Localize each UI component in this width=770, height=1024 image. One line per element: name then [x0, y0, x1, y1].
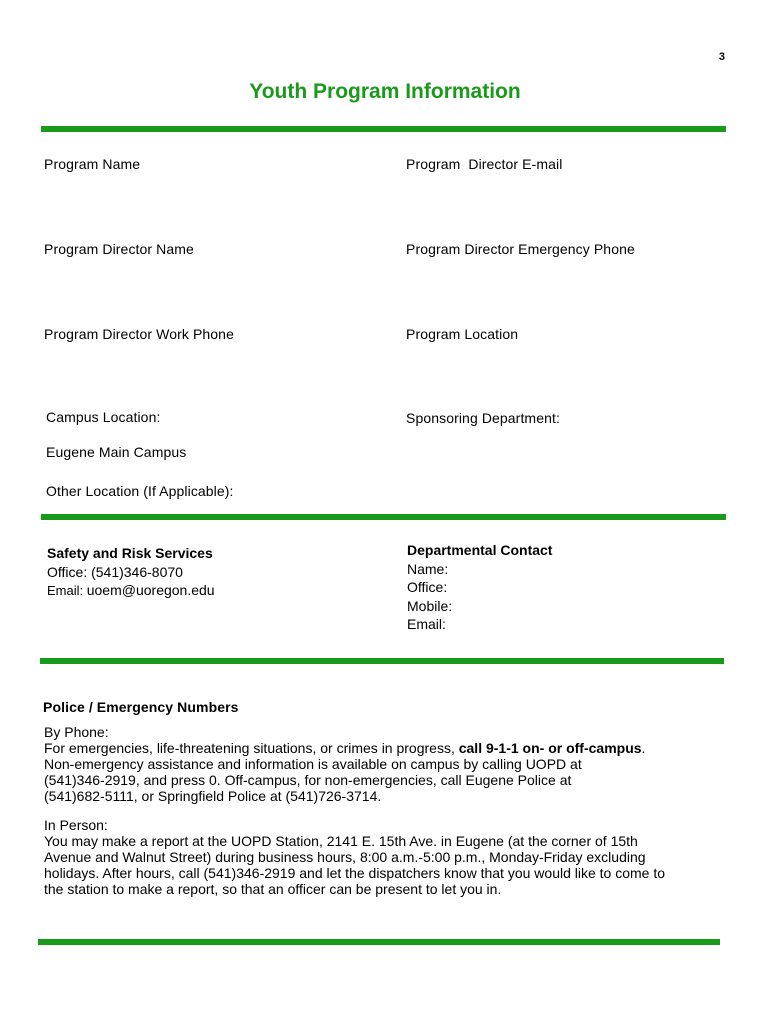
safety-email-label: Email:: [47, 583, 87, 598]
bottom-divider: [38, 939, 720, 945]
middle-divider: [41, 514, 726, 520]
departmental-contact-block: [407, 541, 552, 634]
safety-email-link[interactable]: uoem@uoregon.edu: [86, 582, 215, 598]
departmental-mobile: Mobile:: [407, 597, 453, 614]
safety-email-line: [47, 581, 215, 601]
campus-location-label: Campus Location:: [46, 409, 161, 425]
program-director-work-phone-label: Program Director Work Phone: [44, 326, 234, 342]
in-person-line-3: holidays. After hours, call (541)346-2919 and let the dispatchers know that you would like to come to: [44, 865, 666, 881]
police-heading: Police / Emergency Numbers: [43, 699, 239, 715]
in-person-line-2: Avenue and Walnut Street) during business hours, 8:00 a.m.-5:00 p.m., Monday-Friday excluding: [44, 849, 646, 865]
safety-office: Office: (541)346-8070: [47, 563, 183, 580]
in-person-section: [44, 817, 734, 897]
page-title: Youth Program Information: [249, 80, 521, 103]
departmental-email: Email:: [407, 616, 446, 632]
program-director-name-label: Program Director Name: [44, 241, 194, 257]
by-phone-label: By Phone:: [44, 724, 109, 740]
by-phone-section: [44, 724, 734, 804]
departmental-name: Name:: [407, 560, 449, 577]
by-phone-line-4: (541)682-5111, or Springfield Police at (541)726-3714.: [44, 788, 382, 804]
by-phone-line-2: Non-emergency assistance and information is available on campus by calling UOPD at: [44, 756, 582, 772]
program-location-label: Program Location: [406, 326, 519, 342]
by-phone-line-3: (541)346-2919, and press 0. Off-campus, for non-emergencies, call Eugene Police at: [44, 772, 572, 788]
other-location-label: Other Location (If Applicable):: [46, 483, 234, 499]
safety-heading: Safety and Risk Services: [47, 545, 213, 561]
sponsoring-department-label: Sponsoring Department:: [406, 410, 560, 426]
safety-contact-block: [47, 544, 215, 601]
in-person-label: In Person:: [44, 817, 108, 833]
departmental-office: Office:: [407, 579, 448, 595]
top-divider: [41, 126, 726, 132]
lower-divider: [40, 658, 724, 664]
program-director-emergency-phone-label: Program Director Emergency Phone: [406, 241, 635, 257]
campus-location-value: Eugene Main Campus: [46, 444, 187, 460]
program-name-label: Program Name: [44, 156, 141, 172]
program-director-email-label: Program Director E-mail: [406, 156, 563, 172]
by-phone-line-1: For emergencies, life-threatening situations, or crimes in progress, call 9-1-1 on- or off-campus.: [44, 740, 646, 756]
emergency-call-text: call 9-1-1 on- or off-campus: [458, 740, 642, 756]
departmental-heading: Departmental Contact: [407, 542, 553, 558]
in-person-line-1: You may make a report at the UOPD Station, 2141 E. 15th Ave. in Eugene (at the corner of 15th: [44, 833, 638, 849]
page-number: 3: [718, 51, 725, 63]
in-person-line-4: the station to make a report, so that an officer can be present to let you in.: [44, 881, 502, 897]
